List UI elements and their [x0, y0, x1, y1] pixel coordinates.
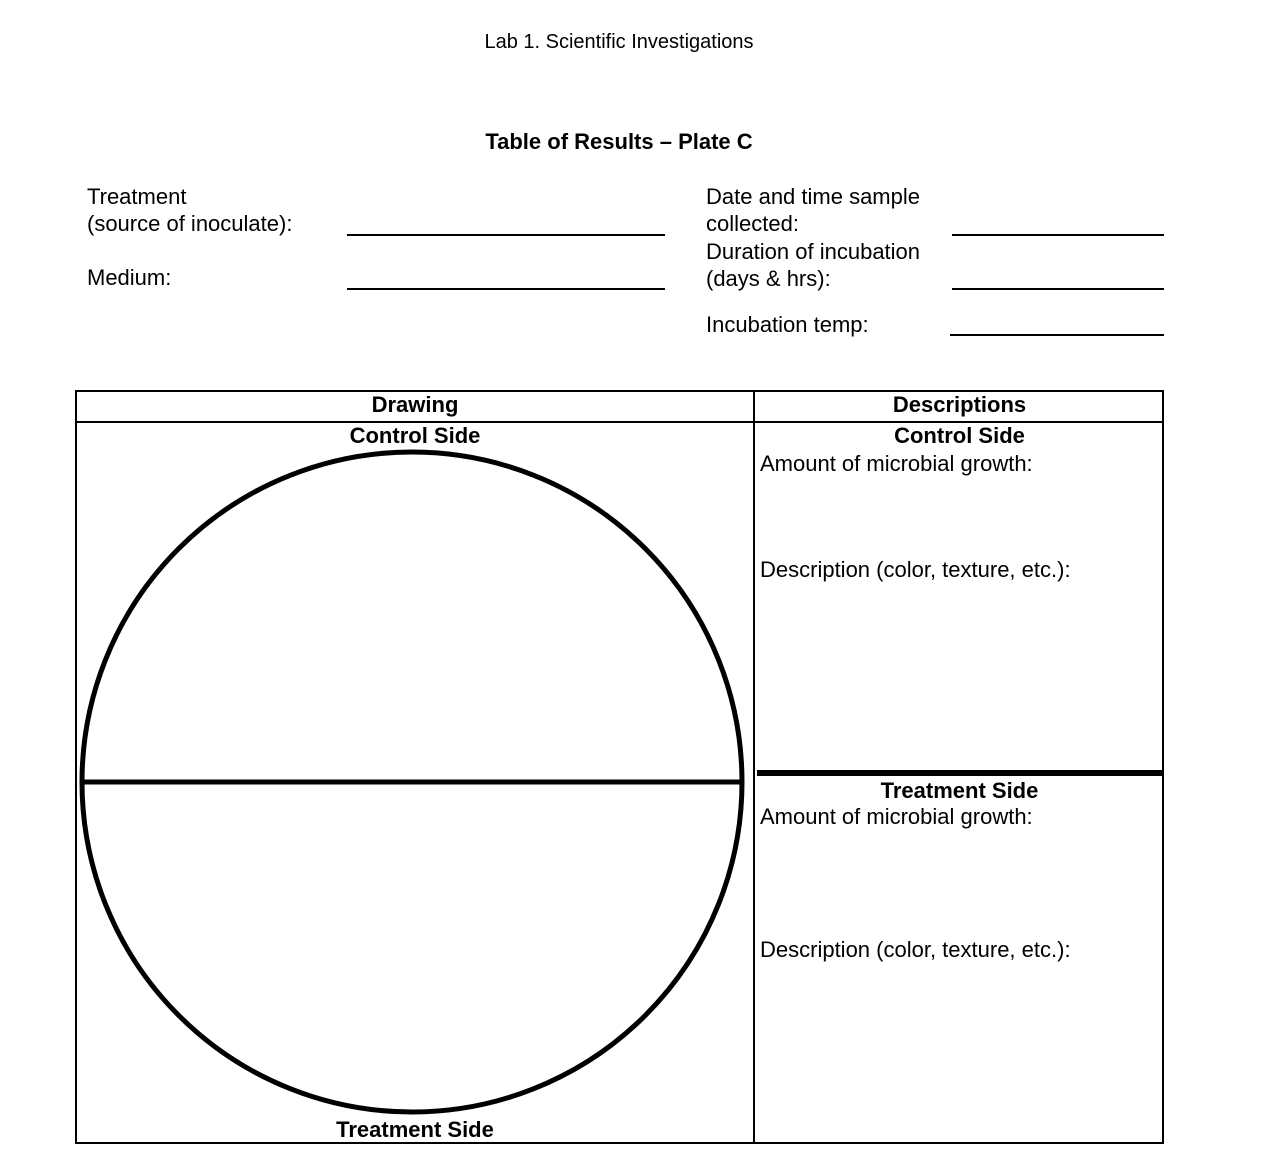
- duration-label-line1: Duration of incubation: [706, 239, 921, 264]
- duration-field[interactable]: [952, 288, 1164, 290]
- description-section-divider: [757, 770, 1162, 776]
- drawing-header: Drawing: [371, 392, 459, 417]
- treatment-label-line2: (source of inoculate):: [87, 211, 293, 236]
- duration-label-line2: (days & hrs):: [706, 266, 831, 291]
- page-title: Table of Results – Plate C: [485, 129, 753, 154]
- treatment-label-line1: Treatment: [87, 184, 187, 209]
- duration-label: [706, 238, 920, 292]
- treatment-field[interactable]: [347, 234, 665, 236]
- treatment-side-heading: Treatment Side: [880, 778, 1039, 803]
- date-time-label: [706, 183, 920, 237]
- date-time-label-line2: collected:: [706, 211, 799, 236]
- control-side-heading: Control Side: [894, 423, 1025, 448]
- descriptions-header: Descriptions: [892, 392, 1027, 417]
- date-time-label-line1: Date and time sample: [706, 184, 920, 209]
- drawing-treatment-side-label: Treatment Side: [336, 1117, 494, 1142]
- incubation-temp-label: Incubation temp:: [706, 312, 869, 337]
- control-description-label: Description (color, texture, etc.):: [760, 557, 1071, 582]
- document-header: Lab 1. Scientific Investigations: [484, 31, 754, 53]
- treatment-amount-label: Amount of microbial growth:: [760, 804, 1033, 829]
- incubation-temp-field[interactable]: [950, 334, 1164, 336]
- control-amount-label: Amount of microbial growth:: [760, 451, 1033, 476]
- table-column-divider: [753, 390, 755, 1144]
- drawing-control-side-label: Control Side: [349, 423, 481, 448]
- medium-label: Medium:: [87, 265, 172, 290]
- medium-field[interactable]: [347, 288, 665, 290]
- petri-dish-drawing[interactable]: [77, 448, 747, 1116]
- treatment-label: [87, 183, 292, 237]
- date-time-field[interactable]: [952, 234, 1164, 236]
- treatment-description-label: Description (color, texture, etc.):: [760, 937, 1071, 962]
